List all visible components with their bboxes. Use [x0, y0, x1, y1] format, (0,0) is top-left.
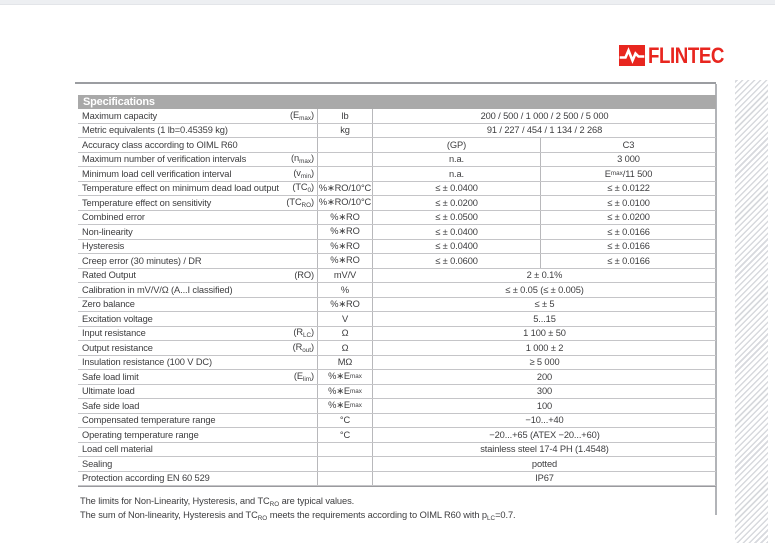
value-cell-c3: 3 000 [540, 153, 716, 167]
value-cell: −10...+40 [525, 415, 564, 426]
param-name: Calibration in mV/V/Ω (A...I classified) [82, 284, 233, 295]
flintec-logo [619, 44, 737, 66]
value-cell-c3: ≤ ± 0.0100 [540, 196, 716, 210]
value-cell-c3: E max /11 500 [540, 167, 716, 181]
param-name: Maximum number of verification intervals [82, 154, 247, 165]
param-cell [78, 211, 317, 225]
param-cell [78, 196, 317, 210]
unit-cell [317, 167, 373, 181]
unit-cell: Ω [317, 327, 373, 341]
value-cell: potted [531, 458, 558, 469]
unit-cell: %∗E max [317, 370, 373, 384]
param-name: Minimum load cell verification interval [82, 168, 232, 179]
unit-cell: %∗RO [317, 240, 373, 254]
param-name: Combined error [82, 212, 145, 223]
table-row [78, 109, 716, 124]
param-name: Safe side load [82, 400, 140, 411]
unit-cell: %∗RO [317, 298, 373, 312]
value-cell: 1 000 ± 2 [525, 342, 564, 353]
unit-cell: kg [317, 124, 373, 138]
param-cell [78, 385, 317, 399]
unit-cell: °C [317, 414, 373, 428]
param-cell [78, 341, 317, 355]
param-cell [78, 428, 317, 442]
param-cell [78, 182, 317, 196]
param-symbol: $(R_{LC})$ [293, 327, 314, 340]
top-strip [0, 0, 775, 5]
param-name: Load cell material [82, 444, 153, 455]
param-name: Input resistance [82, 328, 146, 339]
table-row [78, 211, 716, 226]
unit-cell: %∗RO/10°C [317, 182, 373, 196]
param-cell [78, 225, 317, 239]
logo-wordmark: FLINTEC [648, 42, 724, 68]
unit-cell: %∗RO/10°C [317, 196, 373, 210]
table-row [78, 254, 716, 269]
param-cell [78, 472, 317, 486]
param-name: Compensated temperature range [82, 415, 216, 426]
value-cell: 200 / 500 / 1 000 / 2 500 / 5 000 [480, 110, 609, 121]
value-cell: ≥ 5 000 [529, 357, 560, 368]
unit-cell: %∗E max [317, 385, 373, 399]
unit-cell: % [317, 283, 373, 297]
param-name: Temperature effect on sensitivity [82, 197, 212, 208]
value-cell: IP67 [535, 473, 554, 484]
value-cell: 91 / 227 / 454 / 1 134 / 2 268 [486, 125, 603, 136]
param-name: Excitation voltage [82, 313, 153, 324]
param-name: Temperature effect on minimum dead load output [82, 183, 279, 194]
param-cell [78, 109, 317, 123]
value-cell-gp: ≤ ± 0.0400 [435, 241, 478, 252]
param-cell [78, 254, 317, 268]
value-cell-gp: ≤ ± 0.0400 [435, 226, 478, 237]
table-row [78, 182, 716, 197]
param-name: Sealing [82, 458, 113, 469]
table-row [78, 399, 716, 414]
table-row [78, 312, 716, 327]
value-cell: stainless steel 17-4 PH (1.4548) [480, 444, 609, 455]
value-cell-c3: ≤ ± 0.0166 [540, 240, 716, 254]
unit-cell: %∗E max [317, 399, 373, 413]
table-row [78, 124, 716, 139]
unit-cell: Ω [317, 341, 373, 355]
value-cell-gp: n.a. [448, 168, 465, 179]
value-cell: ≤ ± 0.05 (≤ ± 0.005) [505, 284, 584, 295]
unit-cell [317, 443, 373, 457]
unit-cell: V [317, 312, 373, 326]
param-symbol: $(E_{max})$ [290, 109, 314, 122]
table-row [78, 472, 716, 487]
param-cell [78, 298, 317, 312]
header-rule [75, 82, 716, 84]
footnote-line: The sum of Non-linearity, Hysteresis and $TC_{RO}$ meets the requirements according to OIML R60 with $p_{LC}=0.7$. [80, 510, 516, 523]
table-row [78, 167, 716, 182]
table-row [78, 138, 716, 153]
table-row [78, 240, 716, 255]
param-cell [78, 457, 317, 471]
param-symbol: $(v_{min})$ [293, 167, 314, 180]
param-symbol: $(E_{lim})$ [293, 370, 314, 383]
param-name: Creep error (30 minutes) / DR [82, 255, 202, 266]
param-name: Accuracy class according to OIML R60 [82, 139, 238, 150]
param-cell [78, 138, 317, 152]
value-cell: 2 ± 0.1% [526, 270, 563, 281]
param-name: Non-linearity [82, 226, 133, 237]
table-row [78, 370, 716, 385]
table-row [78, 283, 716, 298]
value-cell: 1 100 ± 50 [523, 328, 566, 339]
hatch-pattern [735, 80, 768, 543]
value-cell-c3: ≤ ± 0.0200 [540, 211, 716, 225]
table-row [78, 457, 716, 472]
param-cell [78, 167, 317, 181]
param-symbol: (RO) [294, 270, 314, 281]
table-row [78, 153, 716, 168]
param-name: Rated Output [82, 270, 136, 281]
param-cell [78, 153, 317, 167]
unit-cell [317, 457, 373, 471]
footnotes [80, 496, 516, 525]
param-cell [78, 240, 317, 254]
param-cell [78, 283, 317, 297]
table-row [78, 428, 716, 443]
table-rows [78, 109, 716, 487]
value-cell-c3: ≤ ± 0.0166 [540, 225, 716, 239]
value-cell-c3: C3 [540, 138, 716, 152]
value-cell-c3: ≤ ± 0.0166 [540, 254, 716, 268]
table-title: Specifications [78, 95, 716, 109]
param-cell [78, 312, 317, 326]
unit-cell: %∗RO [317, 211, 373, 225]
param-symbol: $(TC_{RO})$ [286, 196, 314, 209]
param-cell [78, 399, 317, 413]
value-cell: −20...+65 (ATEX −20...+60) [489, 429, 600, 440]
value-cell-gp: (GP) [446, 139, 467, 150]
param-symbol: $(n_{max})$ [291, 153, 314, 166]
value-cell-gp: ≤ ± 0.0600 [435, 255, 478, 266]
table-row [78, 414, 716, 429]
table-row [78, 327, 716, 342]
param-name: Output resistance [82, 342, 153, 353]
param-name: Ultimate load [82, 386, 135, 397]
table-row [78, 443, 716, 458]
footnote-line: The limits for Non-Linearity, Hysteresis, and $TC_{RO}$ are typical values. [80, 496, 355, 508]
param-cell [78, 370, 317, 384]
unit-cell [317, 138, 373, 152]
param-cell [78, 414, 317, 428]
param-symbol: $(TC_0)$ [292, 182, 314, 195]
value-cell: ≤ ± 5 [534, 299, 555, 310]
table-row [78, 196, 716, 211]
param-cell [78, 443, 317, 457]
param-name: Operating temperature range [82, 429, 199, 440]
unit-cell [317, 153, 373, 167]
param-name: Insulation resistance (100 V DC) [82, 357, 212, 368]
unit-cell: %∗RO [317, 254, 373, 268]
table-row [78, 269, 716, 284]
param-cell [78, 356, 317, 370]
table-row [78, 341, 716, 356]
table-row [78, 298, 716, 313]
unit-cell: °C [317, 428, 373, 442]
value-cell-gp: ≤ ± 0.0400 [435, 183, 478, 194]
param-name: Protection according EN 60 529 [82, 473, 210, 484]
param-name: Metric equivalents (1 lb=0.45359 kg) [82, 125, 228, 136]
value-cell-gp: ≤ ± 0.0500 [435, 212, 478, 223]
table-row [78, 225, 716, 240]
param-name: Zero balance [82, 299, 135, 310]
param-cell [78, 124, 317, 138]
pulse-wave-icon [619, 45, 645, 66]
unit-cell: %∗RO [317, 225, 373, 239]
unit-cell: lb [317, 109, 373, 123]
value-cell-c3: ≤ ± 0.0122 [540, 182, 716, 196]
param-symbol: $(R_{out})$ [292, 341, 314, 354]
unit-cell [317, 472, 373, 486]
param-name: Hysteresis [82, 241, 125, 252]
unit-cell: mV/V [317, 269, 373, 283]
value-cell-gp: ≤ ± 0.0200 [435, 197, 478, 208]
value-cell: 200 [536, 371, 553, 382]
table-row [78, 385, 716, 400]
value-cell: 300 [536, 386, 553, 397]
param-cell [78, 269, 317, 283]
value-cell-gp: n.a. [448, 154, 465, 165]
specifications-table [78, 95, 716, 487]
value-cell: 100 [536, 400, 553, 411]
value-cell: 5...15 [533, 313, 556, 324]
param-name: Safe load limit [82, 371, 139, 382]
param-name: Maximum capacity [82, 110, 158, 121]
param-cell [78, 327, 317, 341]
unit-cell: MΩ [317, 356, 373, 370]
table-row [78, 356, 716, 371]
